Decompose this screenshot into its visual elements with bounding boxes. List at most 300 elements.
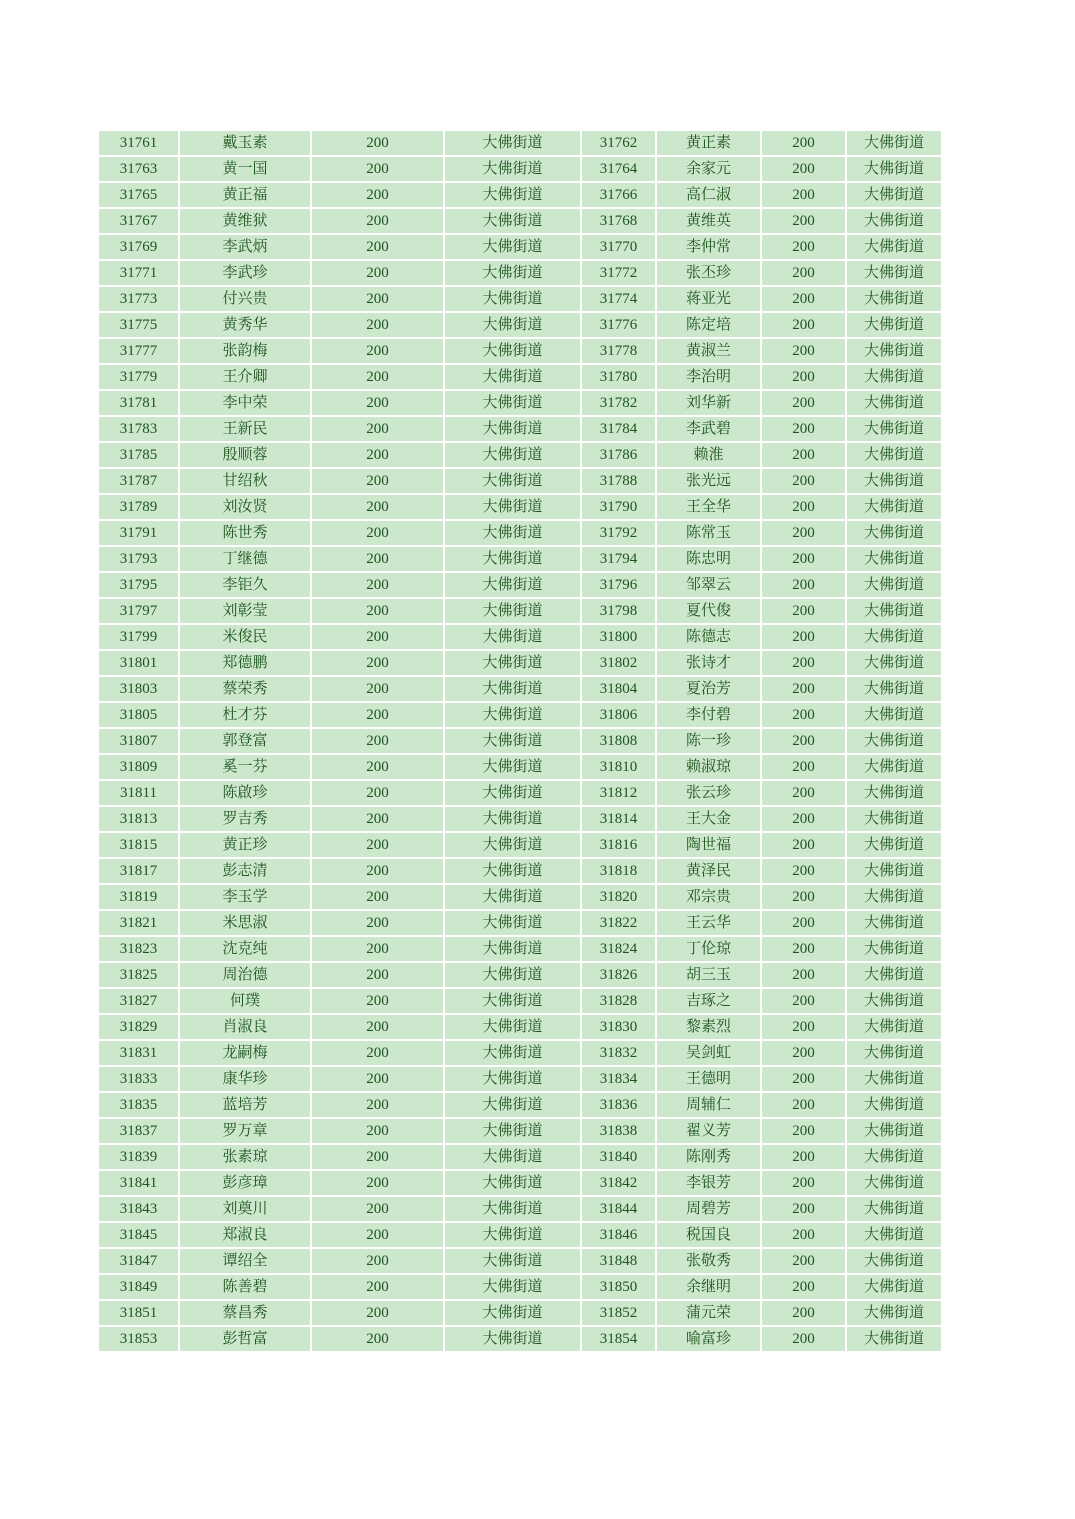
- person-name-cell: 黄正福: [179, 182, 311, 208]
- person-id-cell: 31768: [581, 208, 656, 234]
- street-cell: 大佛街道: [444, 962, 581, 988]
- street-cell: 大佛街道: [846, 130, 942, 156]
- amount-cell: 200: [761, 1300, 846, 1326]
- amount-cell: 200: [761, 936, 846, 962]
- person-name-cell: 余家元: [656, 156, 761, 182]
- person-id-cell: 31816: [581, 832, 656, 858]
- amount-cell: 200: [761, 988, 846, 1014]
- street-cell: 大佛街道: [444, 1326, 581, 1352]
- amount-cell: 200: [761, 754, 846, 780]
- person-name-cell: 李钜久: [179, 572, 311, 598]
- person-id-cell: 31804: [581, 676, 656, 702]
- person-id-cell: 31790: [581, 494, 656, 520]
- street-cell: 大佛街道: [846, 1170, 942, 1196]
- person-id-cell: 31770: [581, 234, 656, 260]
- table-row: [98, 1222, 942, 1248]
- person-name-cell: 张素琼: [179, 1144, 311, 1170]
- amount-cell: 200: [761, 520, 846, 546]
- amount-cell: 200: [761, 1040, 846, 1066]
- amount-cell: 200: [311, 494, 444, 520]
- person-name-cell: 李玉学: [179, 884, 311, 910]
- table-row: [98, 1144, 942, 1170]
- person-name-cell: 郑德鹏: [179, 650, 311, 676]
- table-row: [98, 182, 942, 208]
- person-id-cell: 31837: [98, 1118, 179, 1144]
- person-id-cell: 31793: [98, 546, 179, 572]
- table-row: [98, 676, 942, 702]
- street-cell: 大佛街道: [444, 1040, 581, 1066]
- person-name-cell: 蒋亚光: [656, 286, 761, 312]
- street-cell: 大佛街道: [846, 676, 942, 702]
- person-name-cell: 彭志清: [179, 858, 311, 884]
- street-cell: 大佛街道: [846, 598, 942, 624]
- person-id-cell: 31789: [98, 494, 179, 520]
- street-cell: 大佛街道: [846, 1326, 942, 1352]
- amount-cell: 200: [761, 650, 846, 676]
- street-cell: 大佛街道: [846, 910, 942, 936]
- person-name-cell: 龙嗣梅: [179, 1040, 311, 1066]
- amount-cell: 200: [311, 1196, 444, 1222]
- table-row: [98, 572, 942, 598]
- street-cell: 大佛街道: [846, 234, 942, 260]
- person-name-cell: 郑淑良: [179, 1222, 311, 1248]
- street-cell: 大佛街道: [846, 442, 942, 468]
- amount-cell: 200: [761, 364, 846, 390]
- street-cell: 大佛街道: [846, 858, 942, 884]
- street-cell: 大佛街道: [444, 390, 581, 416]
- street-cell: 大佛街道: [444, 780, 581, 806]
- person-id-cell: 31796: [581, 572, 656, 598]
- person-name-cell: 彭彦璋: [179, 1170, 311, 1196]
- person-name-cell: 刘彰莹: [179, 598, 311, 624]
- person-id-cell: 31814: [581, 806, 656, 832]
- person-id-cell: 31836: [581, 1092, 656, 1118]
- person-name-cell: 黄维英: [656, 208, 761, 234]
- table-row: [98, 624, 942, 650]
- amount-cell: 200: [311, 182, 444, 208]
- amount-cell: 200: [761, 962, 846, 988]
- amount-cell: 200: [761, 130, 846, 156]
- street-cell: 大佛街道: [444, 1066, 581, 1092]
- person-name-cell: 丁伦琼: [656, 936, 761, 962]
- person-name-cell: 郭登富: [179, 728, 311, 754]
- amount-cell: 200: [311, 988, 444, 1014]
- amount-cell: 200: [311, 1274, 444, 1300]
- person-id-cell: 31780: [581, 364, 656, 390]
- amount-cell: 200: [311, 1300, 444, 1326]
- person-id-cell: 31811: [98, 780, 179, 806]
- amount-cell: 200: [761, 208, 846, 234]
- table-row: [98, 520, 942, 546]
- street-cell: 大佛街道: [444, 1274, 581, 1300]
- table-row: [98, 754, 942, 780]
- table-row: [98, 1092, 942, 1118]
- person-name-cell: 周碧芳: [656, 1196, 761, 1222]
- amount-cell: 200: [311, 1014, 444, 1040]
- person-id-cell: 31778: [581, 338, 656, 364]
- street-cell: 大佛街道: [444, 1196, 581, 1222]
- street-cell: 大佛街道: [444, 910, 581, 936]
- person-id-cell: 31850: [581, 1274, 656, 1300]
- person-id-cell: 31764: [581, 156, 656, 182]
- person-id-cell: 31854: [581, 1326, 656, 1352]
- street-cell: 大佛街道: [444, 1222, 581, 1248]
- person-name-cell: 戴玉素: [179, 130, 311, 156]
- table-row: [98, 988, 942, 1014]
- person-id-cell: 31831: [98, 1040, 179, 1066]
- person-id-cell: 31795: [98, 572, 179, 598]
- person-name-cell: 张韵梅: [179, 338, 311, 364]
- amount-cell: 200: [761, 624, 846, 650]
- person-id-cell: 31788: [581, 468, 656, 494]
- table-row: [98, 390, 942, 416]
- person-name-cell: 李付碧: [656, 702, 761, 728]
- person-name-cell: 陶世福: [656, 832, 761, 858]
- street-cell: 大佛街道: [846, 1274, 942, 1300]
- amount-cell: 200: [761, 572, 846, 598]
- amount-cell: 200: [311, 1170, 444, 1196]
- amount-cell: 200: [761, 858, 846, 884]
- person-name-cell: 奚一芬: [179, 754, 311, 780]
- table-row: [98, 728, 942, 754]
- table-row: [98, 650, 942, 676]
- person-id-cell: 31775: [98, 312, 179, 338]
- street-cell: 大佛街道: [846, 468, 942, 494]
- person-name-cell: 陈常玉: [656, 520, 761, 546]
- street-cell: 大佛街道: [444, 494, 581, 520]
- person-name-cell: 夏治芳: [656, 676, 761, 702]
- amount-cell: 200: [761, 286, 846, 312]
- street-cell: 大佛街道: [444, 130, 581, 156]
- person-id-cell: 31838: [581, 1118, 656, 1144]
- table-row: [98, 910, 942, 936]
- person-id-cell: 31801: [98, 650, 179, 676]
- person-name-cell: 刘奠川: [179, 1196, 311, 1222]
- street-cell: 大佛街道: [444, 182, 581, 208]
- amount-cell: 200: [761, 780, 846, 806]
- table-row: [98, 884, 942, 910]
- street-cell: 大佛街道: [444, 598, 581, 624]
- person-id-cell: 31830: [581, 1014, 656, 1040]
- street-cell: 大佛街道: [444, 1014, 581, 1040]
- street-cell: 大佛街道: [444, 988, 581, 1014]
- person-id-cell: 31812: [581, 780, 656, 806]
- person-id-cell: 31849: [98, 1274, 179, 1300]
- amount-cell: 200: [761, 390, 846, 416]
- person-id-cell: 31846: [581, 1222, 656, 1248]
- roster-table: [97, 129, 943, 1353]
- person-name-cell: 李银芳: [656, 1170, 761, 1196]
- amount-cell: 200: [311, 572, 444, 598]
- person-id-cell: 31783: [98, 416, 179, 442]
- person-name-cell: 蓝培芳: [179, 1092, 311, 1118]
- person-name-cell: 黄一国: [179, 156, 311, 182]
- street-cell: 大佛街道: [846, 1196, 942, 1222]
- person-id-cell: 31848: [581, 1248, 656, 1274]
- street-cell: 大佛街道: [444, 1092, 581, 1118]
- person-id-cell: 31844: [581, 1196, 656, 1222]
- person-id-cell: 31777: [98, 338, 179, 364]
- person-id-cell: 31839: [98, 1144, 179, 1170]
- amount-cell: 200: [311, 312, 444, 338]
- table-row: [98, 962, 942, 988]
- amount-cell: 200: [761, 702, 846, 728]
- amount-cell: 200: [761, 234, 846, 260]
- person-name-cell: 罗吉秀: [179, 806, 311, 832]
- street-cell: 大佛街道: [846, 312, 942, 338]
- person-name-cell: 黄正珍: [179, 832, 311, 858]
- person-name-cell: 黎素烈: [656, 1014, 761, 1040]
- street-cell: 大佛街道: [846, 624, 942, 650]
- person-id-cell: 31803: [98, 676, 179, 702]
- street-cell: 大佛街道: [846, 806, 942, 832]
- amount-cell: 200: [761, 884, 846, 910]
- amount-cell: 200: [311, 130, 444, 156]
- street-cell: 大佛街道: [846, 1118, 942, 1144]
- street-cell: 大佛街道: [444, 468, 581, 494]
- street-cell: 大佛街道: [846, 650, 942, 676]
- street-cell: 大佛街道: [846, 936, 942, 962]
- person-name-cell: 陈刚秀: [656, 1144, 761, 1170]
- amount-cell: 200: [311, 468, 444, 494]
- person-id-cell: 31813: [98, 806, 179, 832]
- street-cell: 大佛街道: [444, 364, 581, 390]
- amount-cell: 200: [761, 468, 846, 494]
- person-id-cell: 31802: [581, 650, 656, 676]
- amount-cell: 200: [311, 1118, 444, 1144]
- table-row: [98, 1170, 942, 1196]
- person-id-cell: 31829: [98, 1014, 179, 1040]
- person-name-cell: 甘绍秋: [179, 468, 311, 494]
- street-cell: 大佛街道: [444, 1118, 581, 1144]
- table-row: [98, 1274, 942, 1300]
- street-cell: 大佛街道: [444, 858, 581, 884]
- person-id-cell: 31762: [581, 130, 656, 156]
- person-name-cell: 吴剑虹: [656, 1040, 761, 1066]
- street-cell: 大佛街道: [444, 286, 581, 312]
- amount-cell: 200: [761, 494, 846, 520]
- table-row: [98, 1326, 942, 1352]
- person-name-cell: 陈定培: [656, 312, 761, 338]
- person-name-cell: 付兴贵: [179, 286, 311, 312]
- person-name-cell: 周治德: [179, 962, 311, 988]
- person-name-cell: 王新民: [179, 416, 311, 442]
- amount-cell: 200: [311, 624, 444, 650]
- person-name-cell: 李武珍: [179, 260, 311, 286]
- amount-cell: 200: [311, 832, 444, 858]
- amount-cell: 200: [311, 1092, 444, 1118]
- person-id-cell: 31786: [581, 442, 656, 468]
- person-name-cell: 谭绍全: [179, 1248, 311, 1274]
- person-name-cell: 王大金: [656, 806, 761, 832]
- street-cell: 大佛街道: [846, 702, 942, 728]
- amount-cell: 200: [311, 884, 444, 910]
- amount-cell: 200: [761, 1274, 846, 1300]
- street-cell: 大佛街道: [444, 416, 581, 442]
- person-id-cell: 31773: [98, 286, 179, 312]
- person-id-cell: 31761: [98, 130, 179, 156]
- person-name-cell: 高仁淑: [656, 182, 761, 208]
- person-name-cell: 蔡荣秀: [179, 676, 311, 702]
- amount-cell: 200: [311, 520, 444, 546]
- roster-body: [98, 130, 942, 1352]
- person-name-cell: 康华珍: [179, 1066, 311, 1092]
- person-name-cell: 陈善碧: [179, 1274, 311, 1300]
- person-id-cell: 31845: [98, 1222, 179, 1248]
- person-id-cell: 31825: [98, 962, 179, 988]
- street-cell: 大佛街道: [846, 156, 942, 182]
- amount-cell: 200: [311, 650, 444, 676]
- amount-cell: 200: [761, 806, 846, 832]
- street-cell: 大佛街道: [444, 234, 581, 260]
- amount-cell: 200: [761, 1222, 846, 1248]
- person-id-cell: 31842: [581, 1170, 656, 1196]
- table-row: [98, 156, 942, 182]
- person-name-cell: 彭哲富: [179, 1326, 311, 1352]
- street-cell: 大佛街道: [444, 676, 581, 702]
- person-id-cell: 31791: [98, 520, 179, 546]
- table-row: [98, 442, 942, 468]
- street-cell: 大佛街道: [846, 1014, 942, 1040]
- amount-cell: 200: [761, 1196, 846, 1222]
- person-name-cell: 赖淮: [656, 442, 761, 468]
- person-id-cell: 31806: [581, 702, 656, 728]
- person-name-cell: 肖淑良: [179, 1014, 311, 1040]
- person-id-cell: 31785: [98, 442, 179, 468]
- amount-cell: 200: [761, 1144, 846, 1170]
- person-name-cell: 邹翠云: [656, 572, 761, 598]
- person-name-cell: 翟义芳: [656, 1118, 761, 1144]
- person-id-cell: 31794: [581, 546, 656, 572]
- amount-cell: 200: [311, 702, 444, 728]
- street-cell: 大佛街道: [846, 546, 942, 572]
- person-id-cell: 31822: [581, 910, 656, 936]
- street-cell: 大佛街道: [846, 286, 942, 312]
- amount-cell: 200: [761, 910, 846, 936]
- amount-cell: 200: [311, 260, 444, 286]
- amount-cell: 200: [761, 416, 846, 442]
- person-id-cell: 31781: [98, 390, 179, 416]
- street-cell: 大佛街道: [846, 1040, 942, 1066]
- person-name-cell: 黄泽民: [656, 858, 761, 884]
- street-cell: 大佛街道: [846, 728, 942, 754]
- table-row: [98, 702, 942, 728]
- amount-cell: 200: [311, 390, 444, 416]
- person-name-cell: 王云华: [656, 910, 761, 936]
- street-cell: 大佛街道: [846, 572, 942, 598]
- street-cell: 大佛街道: [444, 936, 581, 962]
- amount-cell: 200: [311, 754, 444, 780]
- table-row: [98, 468, 942, 494]
- amount-cell: 200: [311, 728, 444, 754]
- street-cell: 大佛街道: [846, 884, 942, 910]
- table-row: [98, 806, 942, 832]
- person-id-cell: 31771: [98, 260, 179, 286]
- table-row: [98, 286, 942, 312]
- person-id-cell: 31792: [581, 520, 656, 546]
- street-cell: 大佛街道: [444, 156, 581, 182]
- amount-cell: 200: [761, 728, 846, 754]
- person-id-cell: 31843: [98, 1196, 179, 1222]
- person-name-cell: 张敬秀: [656, 1248, 761, 1274]
- person-id-cell: 31824: [581, 936, 656, 962]
- street-cell: 大佛街道: [444, 728, 581, 754]
- street-cell: 大佛街道: [444, 1300, 581, 1326]
- street-cell: 大佛街道: [444, 260, 581, 286]
- table-row: [98, 1118, 942, 1144]
- amount-cell: 200: [311, 910, 444, 936]
- person-id-cell: 31809: [98, 754, 179, 780]
- street-cell: 大佛街道: [444, 208, 581, 234]
- amount-cell: 200: [311, 1040, 444, 1066]
- street-cell: 大佛街道: [846, 1248, 942, 1274]
- person-id-cell: 31841: [98, 1170, 179, 1196]
- street-cell: 大佛街道: [444, 754, 581, 780]
- person-name-cell: 蔡昌秀: [179, 1300, 311, 1326]
- person-name-cell: 李治明: [656, 364, 761, 390]
- table-row: [98, 832, 942, 858]
- person-id-cell: 31823: [98, 936, 179, 962]
- street-cell: 大佛街道: [444, 806, 581, 832]
- person-id-cell: 31763: [98, 156, 179, 182]
- person-id-cell: 31817: [98, 858, 179, 884]
- amount-cell: 200: [761, 1170, 846, 1196]
- person-name-cell: 胡三玉: [656, 962, 761, 988]
- person-id-cell: 31774: [581, 286, 656, 312]
- person-name-cell: 王介卿: [179, 364, 311, 390]
- table-row: [98, 234, 942, 260]
- street-cell: 大佛街道: [846, 1092, 942, 1118]
- person-id-cell: 31834: [581, 1066, 656, 1092]
- amount-cell: 200: [761, 1092, 846, 1118]
- person-name-cell: 刘华新: [656, 390, 761, 416]
- street-cell: 大佛街道: [846, 1222, 942, 1248]
- street-cell: 大佛街道: [444, 624, 581, 650]
- person-id-cell: 31805: [98, 702, 179, 728]
- person-name-cell: 黄正素: [656, 130, 761, 156]
- person-name-cell: 米俊民: [179, 624, 311, 650]
- person-id-cell: 31851: [98, 1300, 179, 1326]
- amount-cell: 200: [311, 858, 444, 884]
- amount-cell: 200: [761, 156, 846, 182]
- amount-cell: 200: [311, 1248, 444, 1274]
- table-row: [98, 1248, 942, 1274]
- person-name-cell: 黄淑兰: [656, 338, 761, 364]
- street-cell: 大佛街道: [444, 442, 581, 468]
- amount-cell: 200: [311, 806, 444, 832]
- person-id-cell: 31833: [98, 1066, 179, 1092]
- person-name-cell: 殷顺蓉: [179, 442, 311, 468]
- amount-cell: 200: [311, 546, 444, 572]
- person-name-cell: 李武碧: [656, 416, 761, 442]
- amount-cell: 200: [311, 1222, 444, 1248]
- person-id-cell: 31810: [581, 754, 656, 780]
- street-cell: 大佛街道: [846, 1144, 942, 1170]
- street-cell: 大佛街道: [846, 1300, 942, 1326]
- street-cell: 大佛街道: [846, 364, 942, 390]
- person-name-cell: 李中荣: [179, 390, 311, 416]
- street-cell: 大佛街道: [846, 390, 942, 416]
- person-name-cell: 丁继德: [179, 546, 311, 572]
- person-name-cell: 杜才芬: [179, 702, 311, 728]
- person-name-cell: 刘汝贤: [179, 494, 311, 520]
- table-row: [98, 598, 942, 624]
- amount-cell: 200: [761, 546, 846, 572]
- amount-cell: 200: [761, 832, 846, 858]
- person-id-cell: 31820: [581, 884, 656, 910]
- person-name-cell: 余继明: [656, 1274, 761, 1300]
- street-cell: 大佛街道: [444, 650, 581, 676]
